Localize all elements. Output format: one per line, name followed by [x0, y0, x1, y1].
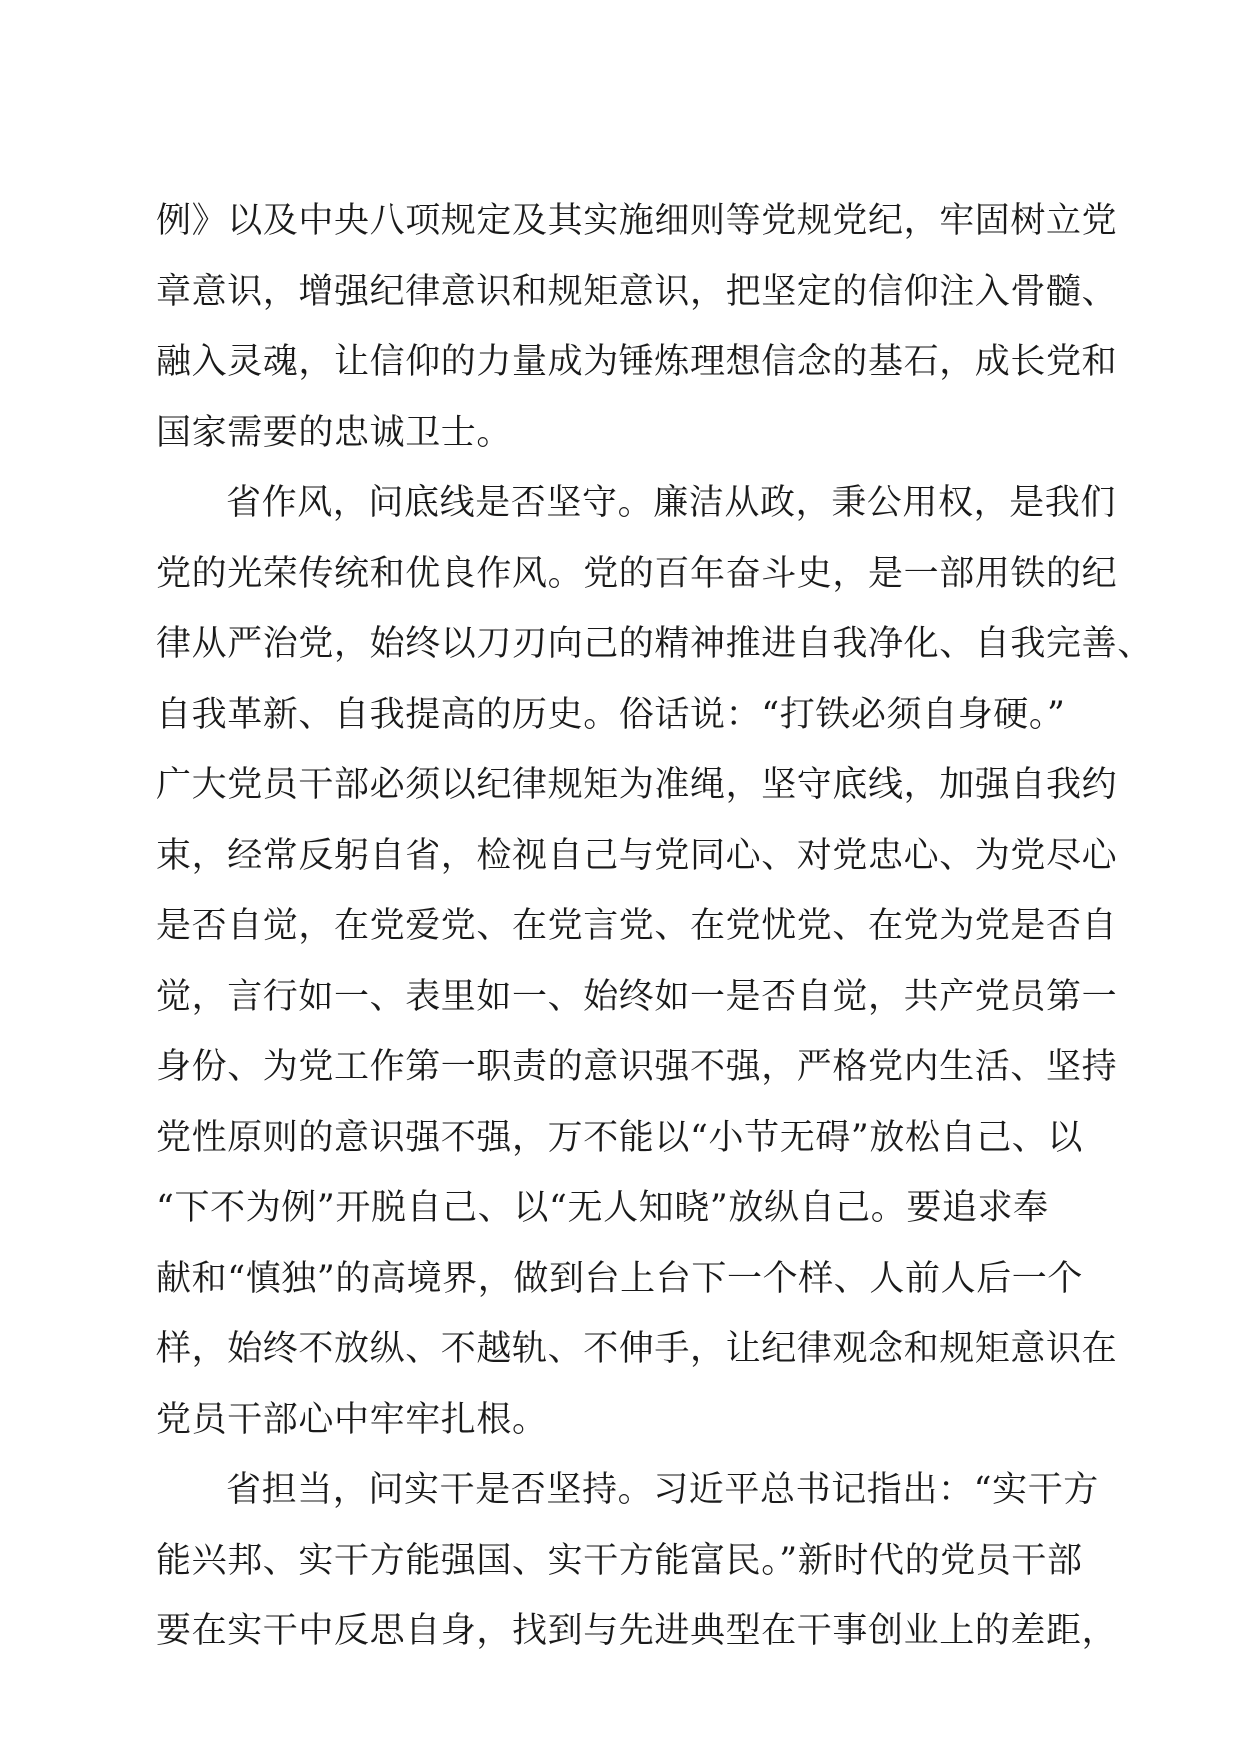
paragraph-start-line: 省担当，问实干是否坚持。习近平总书记指出：“实干方 — [226, 1470, 1099, 1510]
text-line: 党性原则的意识强不强，万不能以“小节无碍”放松自己、以 — [156, 1117, 1083, 1158]
text-line: 自我革新、自我提高的历史。俗话说：“打铁必须自身硬。” — [156, 694, 1066, 735]
text-line: 律从严治党，始终以刀刃向己的精神推进自我净化、自我完善、 — [156, 624, 1153, 664]
text-line: 党的光荣传统和优良作风。党的百年奋斗史，是一部用铁的纪 — [156, 553, 1118, 594]
text-line: 例》以及中央八项规定及其实施细则等党规党纪，牢固树立党 — [156, 201, 1118, 241]
body-text — [156, 186, 1153, 1667]
text-line: 能兴邦、实干方能强国、实干方能富民。”新时代的党员干部 — [156, 1540, 1083, 1581]
text-line: 广大党员干部必须以纪律规矩为准绳，坚守底线，加强自我约 — [156, 765, 1118, 805]
text-line: 是否自觉，在党爱党、在党言党、在党忧党、在党为党是否自 — [156, 906, 1118, 946]
text-line: 身份、为党工作第一职责的意识强不强，严格党内生活、坚持 — [156, 1047, 1118, 1087]
text-line: 束，经常反躬自省，检视自己与党同心、对党忠心、为党尽心 — [156, 835, 1118, 876]
text-line: 要在实干中反思自身，找到与先进典型在干事创业上的差距， — [156, 1611, 1118, 1651]
text-line: 献和“慎独”的高境界，做到台上台下一个样、人前人后一个 — [156, 1258, 1083, 1299]
text-line: 融入灵魂，让信仰的力量成为锤炼理想信念的基石，成长党和 — [156, 342, 1118, 382]
text-line: 觉，言行如一、表里如一、始终如一是否自觉，共产党员第一 — [156, 976, 1118, 1017]
text-line: “下不为例”开脱自己、以“无人知晓”放纵自己。要追求奉 — [156, 1188, 1049, 1228]
paragraph-start-line: 省作风，问底线是否坚守。廉洁从政，秉公用权，是我们 — [226, 483, 1117, 523]
text-line: 样，始终不放纵、不越轨、不伸手，让纪律观念和规矩意识在 — [156, 1329, 1118, 1369]
text-line: 党员干部心中牢牢扎根。 — [156, 1399, 548, 1440]
text-line: 章意识，增强纪律意识和规矩意识，把坚定的信仰注入骨髓、 — [156, 271, 1118, 312]
text-line: 国家需要的忠诚卫士。 — [156, 412, 513, 453]
